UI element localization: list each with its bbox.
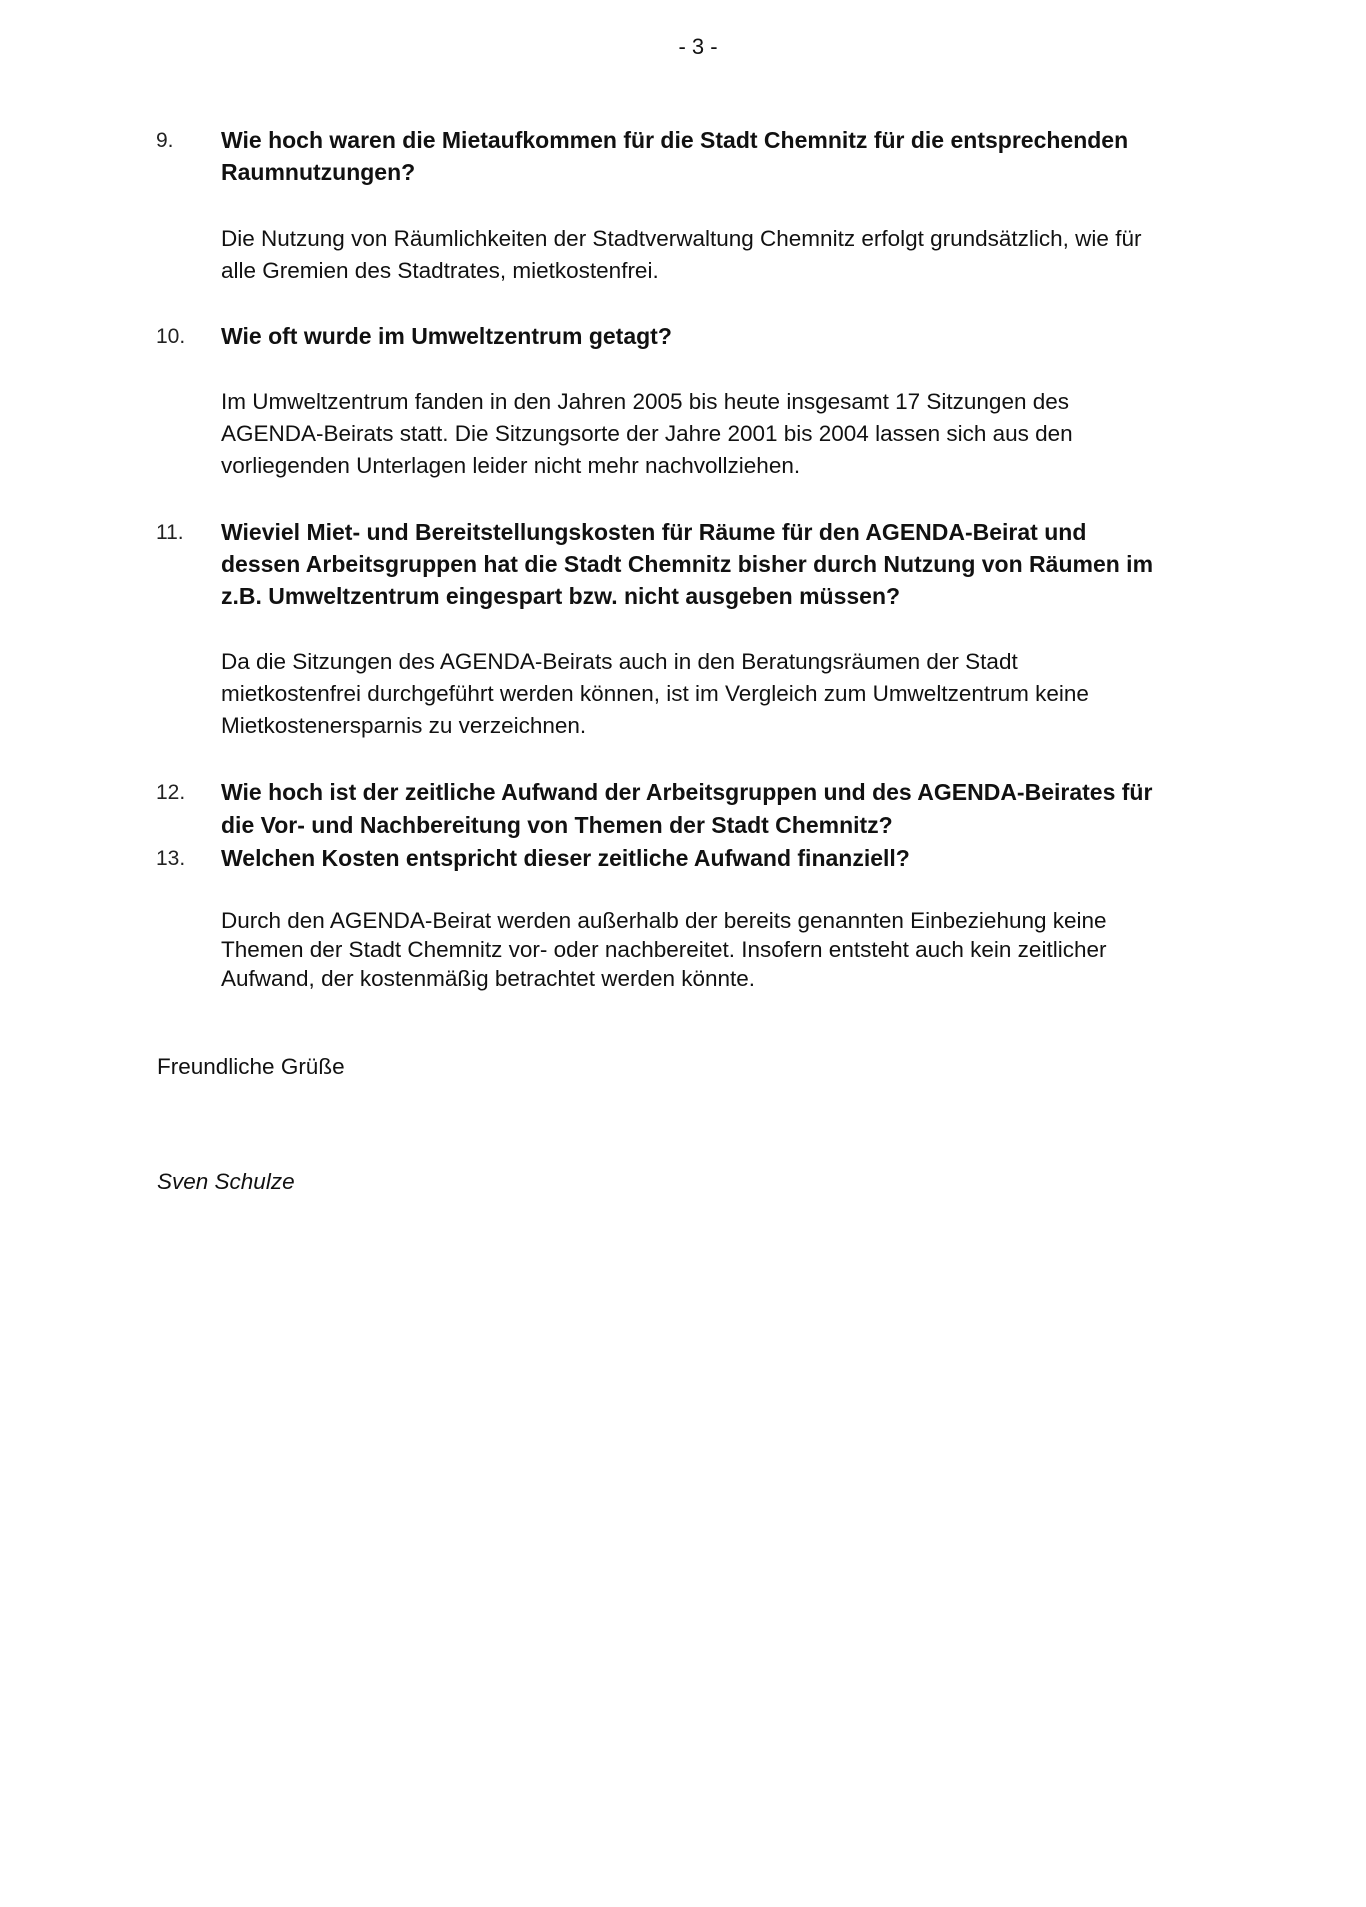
answer-line: Mietkostenersparnis zu verzeichnen.: [221, 713, 587, 738]
answer-line: Durch den AGENDA-Beirat werden außerhalb der bereits genannten Einbeziehung keine: [221, 908, 1107, 933]
question-line: Raumnutzungen?: [221, 159, 416, 185]
answer-line: vorliegenden Unterlagen leider nicht mehr nachvollziehen.: [221, 453, 801, 478]
closing-greeting: Freundliche Grüße: [157, 1054, 345, 1079]
question-line: Wie hoch waren die Mietaufkommen für die Stadt Chemnitz für die entsprechenden: [221, 127, 1129, 153]
item-number: 9.: [156, 129, 174, 152]
item-number: 10.: [156, 325, 186, 348]
answer-line: AGENDA-Beirats statt. Die Sitzungsorte der Jahre 2001 bis 2004 lassen sich aus den: [221, 421, 1073, 446]
signature: Sven Schulze: [157, 1169, 295, 1194]
page-number: - 3 -: [678, 34, 718, 59]
answer-line: Aufwand, der kostenmäßig betrachtet werden könnte.: [221, 966, 756, 991]
question-line: Wieviel Miet- und Bereitstellungskosten für Räume für den AGENDA-Beirat und: [221, 519, 1087, 545]
question-line: dessen Arbeitsgruppen hat die Stadt Chemnitz bisher durch Nutzung von Räumen im: [221, 551, 1154, 577]
question-line: z.B. Umweltzentrum eingespart bzw. nicht ausgeben müssen?: [221, 583, 901, 609]
question-line: Wie oft wurde im Umweltzentrum getagt?: [221, 323, 672, 349]
answer-line: alle Gremien des Stadtrates, mietkostenfrei.: [221, 258, 659, 283]
item-number: 11.: [156, 521, 184, 544]
answer-line: Im Umweltzentrum fanden in den Jahren 2005 bis heute insgesamt 17 Sitzungen des: [221, 389, 1070, 414]
question-line: Wie hoch ist der zeitliche Aufwand der Arbeitsgruppen und des AGENDA-Beirates für: [221, 779, 1153, 805]
answer-line: mietkostenfrei durchgeführt werden können, ist im Vergleich zum Umweltzentrum keine: [221, 681, 1089, 706]
item-number: 13.: [156, 847, 186, 870]
question-line: Welchen Kosten entspricht dieser zeitliche Aufwand finanziell?: [221, 845, 910, 871]
answer-line: Da die Sitzungen des AGENDA-Beirats auch in den Beratungsräumen der Stadt: [221, 649, 1018, 674]
answer-line: Die Nutzung von Räumlichkeiten der Stadtverwaltung Chemnitz erfolgt grundsätzlich, wie für: [221, 226, 1142, 251]
item-number: 12.: [156, 781, 186, 804]
answer-line: Themen der Stadt Chemnitz vor- oder nachbereitet. Insofern entsteht auch kein zeitlicher: [221, 937, 1107, 962]
question-line: die Vor- und Nachbereitung von Themen der Stadt Chemnitz?: [221, 812, 893, 838]
